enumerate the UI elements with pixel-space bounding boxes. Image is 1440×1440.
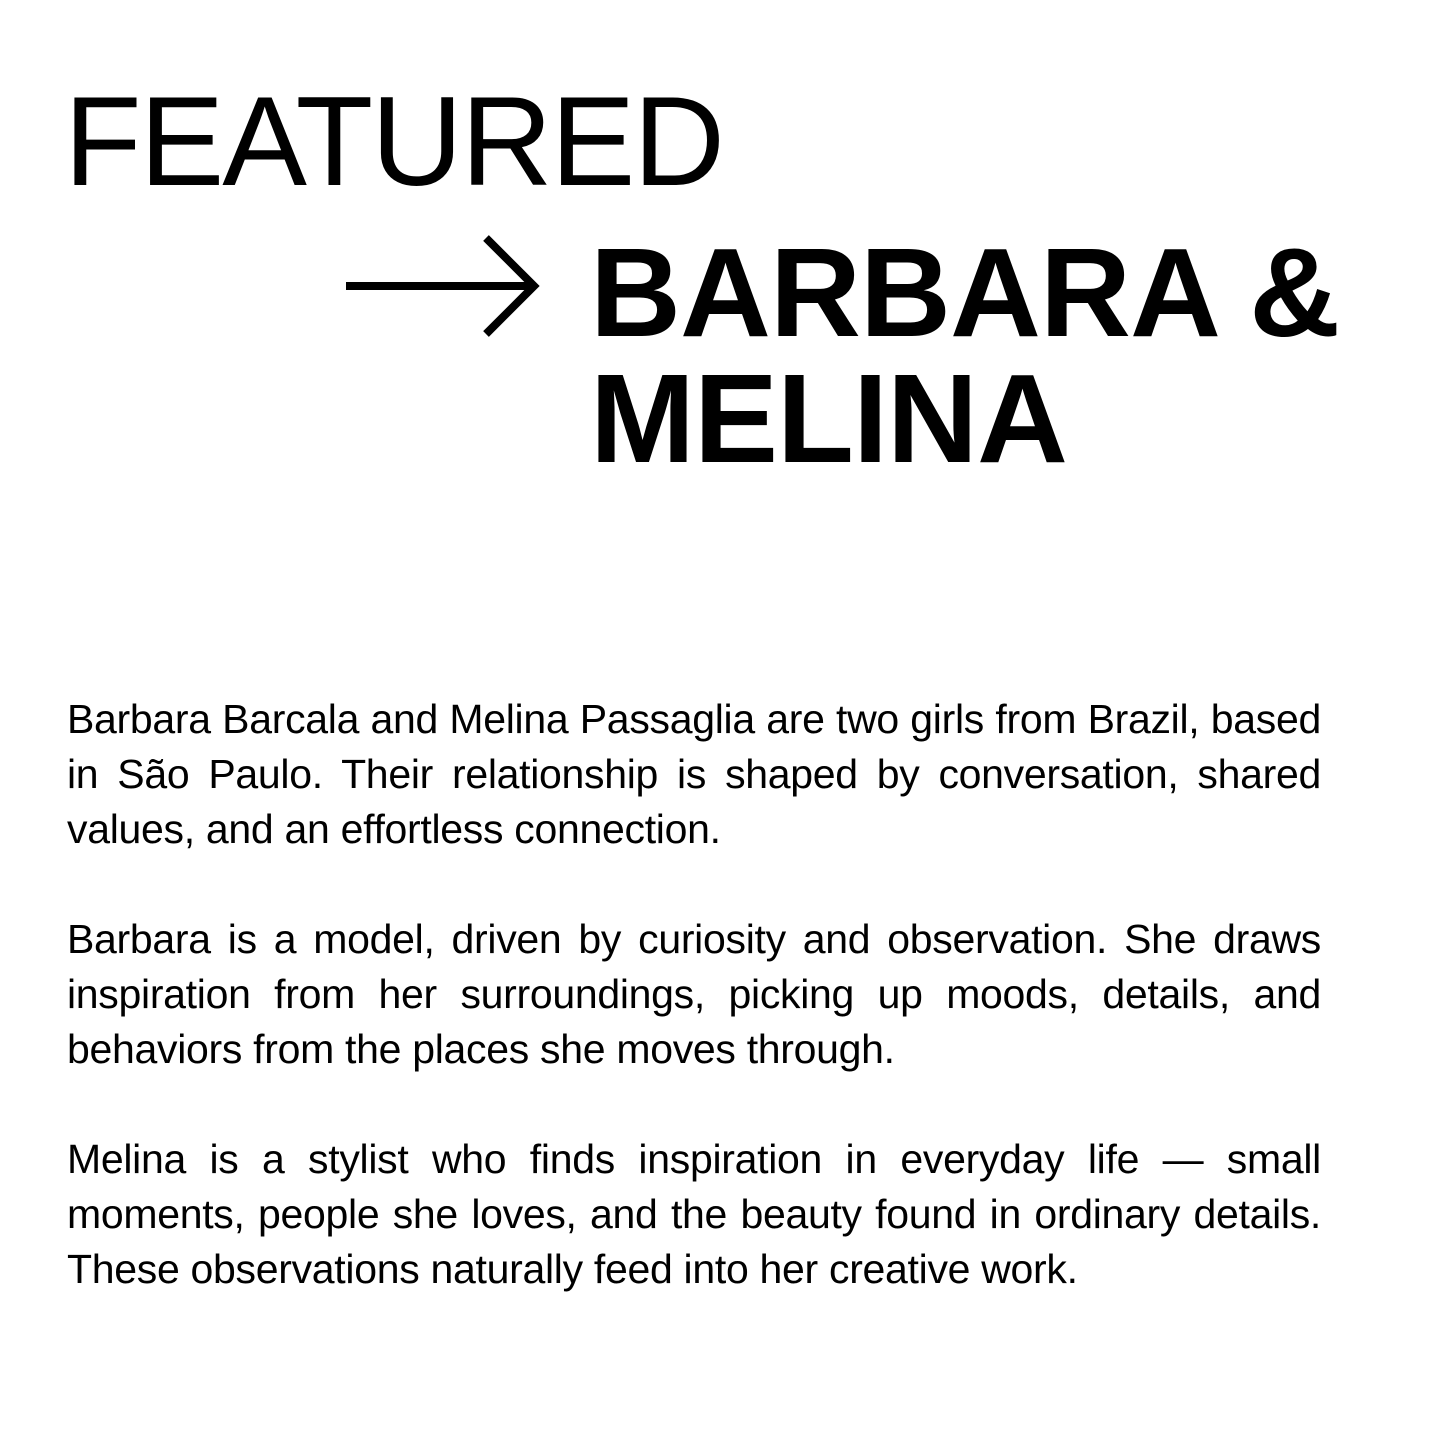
paragraph-melina: Melina is a stylist who finds inspiration in everyday life — small moments, people she loves, and the beauty found in ordinary details. These observations naturally feed into her creative work.: [67, 1136, 1321, 1292]
arrow-right-icon: [344, 234, 544, 338]
featured-heading: FEATURED: [64, 70, 723, 212]
paragraph-intro: Barbara Barcala and Melina Passaglia are two girls from Brazil, based in São Paulo. Their relationship is shaped by conversation, shared values, and an effortless connection.: [67, 696, 1321, 852]
feature-title: [590, 222, 1340, 489]
paragraph-barbara: Barbara is a model, driven by curiosity and observation. She draws inspiration from her surroundings, picking up moods, details, and behaviors from the places she moves through.: [67, 916, 1321, 1072]
article-body: [67, 692, 1321, 1297]
feature-title-line-1: BARBARA &: [590, 222, 1340, 363]
feature-title-line-2: MELINA: [590, 348, 1067, 489]
